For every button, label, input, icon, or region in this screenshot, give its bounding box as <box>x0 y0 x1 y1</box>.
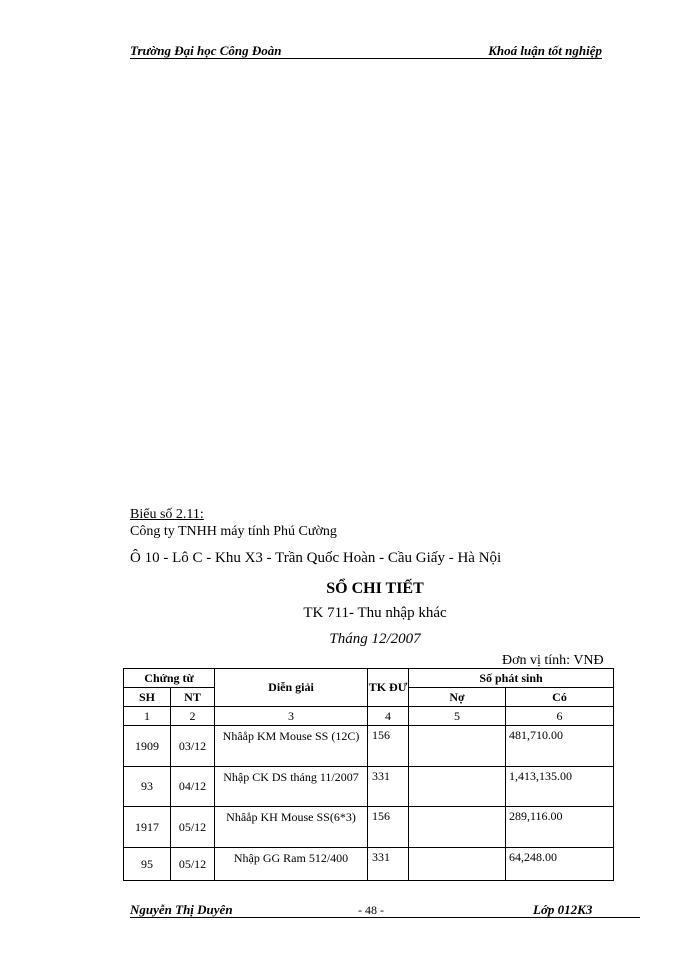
cell-no <box>409 848 506 881</box>
header-so-phat-sinh: Số phát sinh <box>409 669 614 688</box>
cell-co: 481,710.00 <box>506 726 614 767</box>
ledger-title: SỔ CHI TIẾT <box>326 580 424 597</box>
header-thesis: Khoá luận tốt nghiệp <box>488 43 602 58</box>
table-row <box>124 848 614 881</box>
cell-sh: 1917 <box>124 807 171 848</box>
cell-sh: 93 <box>124 767 171 807</box>
header-chung-tu: Chứng từ <box>124 669 215 688</box>
column-number-row <box>124 707 614 726</box>
cell-tk: 331 <box>368 767 409 807</box>
footer-page-number: - 48 - <box>358 903 384 917</box>
cell-desc: Nhập GG Ram 512/400 <box>215 848 368 881</box>
header-co: Có <box>506 688 614 707</box>
col-number: 2 <box>171 707 215 726</box>
cell-tk: 156 <box>368 726 409 767</box>
col-number: 1 <box>124 707 171 726</box>
col-number: 3 <box>215 707 368 726</box>
table-row <box>124 726 614 767</box>
company-name: Công ty TNHH máy tính Phú Cường <box>130 524 337 539</box>
footer-class: Lớp 012K3 <box>533 902 593 917</box>
cell-sh: 1909 <box>124 726 171 767</box>
cell-co: 289,116.00 <box>506 807 614 848</box>
cell-desc: Nhâåp KH Mouse SS(6*3) <box>215 807 368 848</box>
cell-co: 1,413,135.00 <box>506 767 614 807</box>
company-address: Ô 10 - Lô C - Khu X3 - Trần Quốc Hoàn - Cầu Giấy - Hà Nội <box>130 550 502 566</box>
header-no: Nợ <box>409 688 506 707</box>
cell-tk: 331 <box>368 848 409 881</box>
header-school: Trường Đại học Công Đoàn <box>130 43 282 58</box>
header-dien-giai: Diễn giải <box>215 669 368 707</box>
cell-nt: 05/12 <box>171 848 215 881</box>
cell-nt: 03/12 <box>171 726 215 767</box>
period-month: Tháng 12/2007 <box>329 631 421 647</box>
page-header <box>130 44 602 59</box>
col-number: 5 <box>409 707 506 726</box>
figure-label: Biểu số 2.11: <box>130 507 204 522</box>
col-number: 6 <box>506 707 614 726</box>
header-sh: SH <box>124 688 171 707</box>
ledger-table <box>123 668 614 881</box>
header-nt: NT <box>171 688 215 707</box>
table-row <box>124 767 614 807</box>
table-row <box>124 807 614 848</box>
cell-no <box>409 726 506 767</box>
cell-sh: 95 <box>124 848 171 881</box>
header-tk-du: TK ĐƯ <box>368 669 409 707</box>
footer-author: Nguyễn Thị Duyên <box>130 902 233 917</box>
cell-nt: 04/12 <box>171 767 215 807</box>
cell-desc: Nhập CK DS tháng 11/2007 <box>215 767 368 807</box>
currency-unit: Đơn vị tính: VNĐ <box>502 653 604 668</box>
cell-no <box>409 767 506 807</box>
cell-co: 64,248.00 <box>506 848 614 881</box>
account-subtitle: TK 711- Thu nhập khác <box>303 605 447 621</box>
page-footer <box>130 903 640 918</box>
cell-nt: 05/12 <box>171 807 215 848</box>
cell-tk: 156 <box>368 807 409 848</box>
col-number: 4 <box>368 707 409 726</box>
cell-no <box>409 807 506 848</box>
cell-desc: Nhâåp KM Mouse SS (12C) <box>215 726 368 767</box>
